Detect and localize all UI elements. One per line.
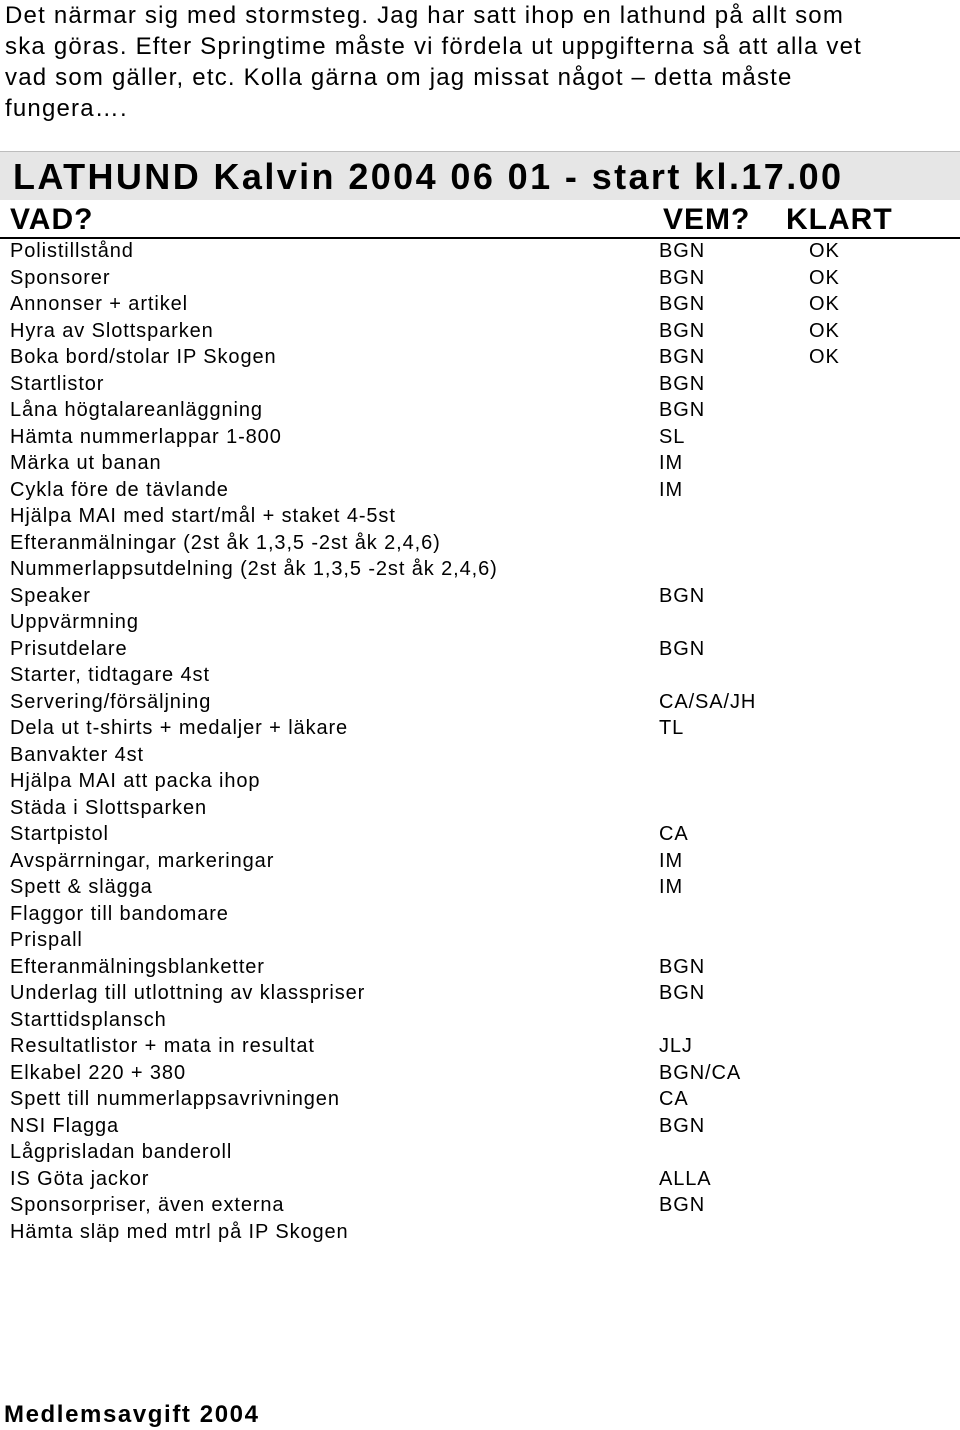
task-responsible: SL	[659, 425, 686, 448]
task-row	[0, 1219, 960, 1246]
task-row	[0, 874, 960, 901]
column-header-done: KLART	[786, 203, 893, 236]
task-row	[0, 1113, 960, 1140]
task-row	[0, 477, 960, 504]
task-responsible: BGN	[659, 955, 706, 978]
task-responsible: BGN	[659, 266, 706, 289]
task-name: Hjälpa MAI med start/mål + staket 4-5st	[10, 505, 396, 527]
task-name: Servering/försäljning	[10, 690, 212, 713]
task-name: Prisutdelare	[10, 637, 128, 660]
task-responsible: BGN	[659, 346, 706, 368]
task-row	[0, 1192, 960, 1219]
column-header-who: VEM?	[663, 203, 751, 236]
task-name: Resultatlistor + mata in resultat	[10, 1035, 315, 1057]
task-responsible: TL	[659, 717, 685, 739]
task-row	[0, 1139, 960, 1166]
intro-line: Det närmar sig med stormsteg. Jag har satt ihop en lathund på allt som	[5, 2, 845, 29]
task-row	[0, 583, 960, 610]
task-row	[0, 291, 960, 318]
task-name: Dela ut t-shirts + medaljer + läkare	[10, 717, 349, 739]
task-responsible: BGN	[659, 584, 706, 607]
task-row	[0, 318, 960, 345]
task-name: Avspärrningar, markeringar	[10, 849, 275, 872]
task-row	[0, 821, 960, 848]
task-name: NSI Flagga	[10, 1114, 120, 1137]
column-header-what: VAD?	[10, 203, 94, 236]
task-name: Starttidsplansch	[10, 1008, 167, 1031]
task-name: Polistillstånd	[10, 240, 134, 262]
task-responsible: JLJ	[659, 1035, 693, 1057]
task-status: OK	[809, 346, 840, 368]
task-responsible: BGN	[659, 982, 706, 1004]
task-status: OK	[809, 240, 840, 262]
title-banner	[0, 151, 960, 200]
task-row	[0, 689, 960, 716]
task-name: Cykla före de tävlande	[10, 478, 229, 501]
task-name: Låna högtalareanläggning	[10, 399, 263, 421]
task-name: Spett & slägga	[10, 876, 153, 898]
task-row	[0, 795, 960, 822]
task-status: OK	[809, 319, 840, 342]
task-row	[0, 503, 960, 530]
task-name: Städa i Slottsparken	[10, 796, 207, 819]
task-row	[0, 954, 960, 981]
intro-line: ska göras. Efter Springtime måste vi fördela ut uppgifterna så att alla vet	[5, 33, 863, 60]
task-name: Hämta nummerlappar 1-800	[10, 425, 282, 448]
task-row	[0, 371, 960, 398]
task-name: Hämta släp med mtrl på IP Skogen	[10, 1220, 349, 1243]
task-name: Startlistor	[10, 372, 105, 395]
task-responsible: BGN	[659, 1194, 706, 1216]
task-row	[0, 424, 960, 451]
task-responsible: CA	[659, 1088, 689, 1110]
task-row	[0, 1007, 960, 1034]
task-row	[0, 980, 960, 1007]
task-name: Prispall	[10, 929, 83, 951]
task-responsible: CA	[659, 823, 689, 845]
task-responsible: BGN/CA	[659, 1061, 742, 1084]
task-name: Sponsorpriser, även externa	[10, 1194, 285, 1216]
task-row	[0, 848, 960, 875]
task-row	[0, 662, 960, 689]
intro-line: vad som gäller, etc. Kolla gärna om jag missat något – detta måste	[5, 64, 793, 91]
task-row	[0, 530, 960, 557]
task-row	[0, 238, 960, 265]
task-row	[0, 742, 960, 769]
intro-line: fungera….	[5, 95, 128, 122]
task-responsible: IM	[659, 452, 684, 474]
task-name: Elkabel 220 + 380	[10, 1061, 186, 1084]
task-row	[0, 636, 960, 663]
task-responsible: BGN	[659, 372, 706, 395]
task-responsible: CA/SA/JH	[659, 690, 757, 713]
task-row	[0, 901, 960, 928]
task-row	[0, 927, 960, 954]
task-name: Sponsorer	[10, 266, 111, 289]
task-row	[0, 1086, 960, 1113]
task-name: Hyra av Slottsparken	[10, 319, 214, 342]
task-name: Efteranmälningar (2st åk 1,3,5 -2st åk 2,4,6)	[10, 531, 441, 554]
task-row	[0, 397, 960, 424]
task-name: Banvakter 4st	[10, 743, 144, 766]
task-name: Hjälpa MAI att packa ihop	[10, 770, 261, 792]
task-name: Uppvärmning	[10, 611, 139, 633]
task-row	[0, 1166, 960, 1193]
task-responsible: BGN	[659, 293, 706, 315]
task-name: Annonser + artikel	[10, 293, 188, 315]
task-name: Lågprisladan banderoll	[10, 1141, 233, 1163]
task-responsible: BGN	[659, 637, 706, 660]
intro-text	[5, 0, 950, 124]
task-row	[0, 609, 960, 636]
task-row	[0, 1060, 960, 1087]
task-responsible: IM	[659, 876, 684, 898]
task-name: Speaker	[10, 584, 91, 607]
task-responsible: IM	[659, 478, 684, 501]
task-name: Startpistol	[10, 823, 109, 845]
task-name: Boka bord/stolar IP Skogen	[10, 346, 277, 368]
task-row	[0, 768, 960, 795]
task-row	[0, 265, 960, 292]
task-row	[0, 344, 960, 371]
task-name: Märka ut banan	[10, 452, 162, 474]
task-responsible: ALLA	[659, 1167, 712, 1190]
task-row	[0, 1033, 960, 1060]
task-name: Nummerlappsutdelning (2st åk 1,3,5 -2st åk 2,4,6)	[10, 558, 498, 580]
task-responsible: BGN	[659, 240, 706, 262]
task-row	[0, 715, 960, 742]
task-list	[0, 238, 960, 1245]
task-responsible: BGN	[659, 1114, 706, 1137]
task-name: Starter, tidtagare 4st	[10, 664, 210, 686]
task-row	[0, 556, 960, 583]
task-name: Spett till nummerlappsavrivningen	[10, 1088, 340, 1110]
task-row	[0, 450, 960, 477]
task-responsible: IM	[659, 849, 684, 872]
page-title: LATHUND Kalvin 2004 06 01 - start kl.17.00	[13, 156, 844, 197]
task-status: OK	[809, 266, 840, 289]
task-responsible: BGN	[659, 319, 706, 342]
task-status: OK	[809, 293, 840, 315]
task-name: Efteranmälningsblanketter	[10, 955, 265, 978]
task-name: Flaggor till bandomare	[10, 902, 229, 925]
task-responsible: BGN	[659, 399, 706, 421]
task-name: Underlag till utlottning av klasspriser	[10, 982, 366, 1004]
task-name: IS Göta jackor	[10, 1167, 150, 1190]
membership-fee-heading: Medlemsavgift 2004	[4, 1401, 260, 1428]
